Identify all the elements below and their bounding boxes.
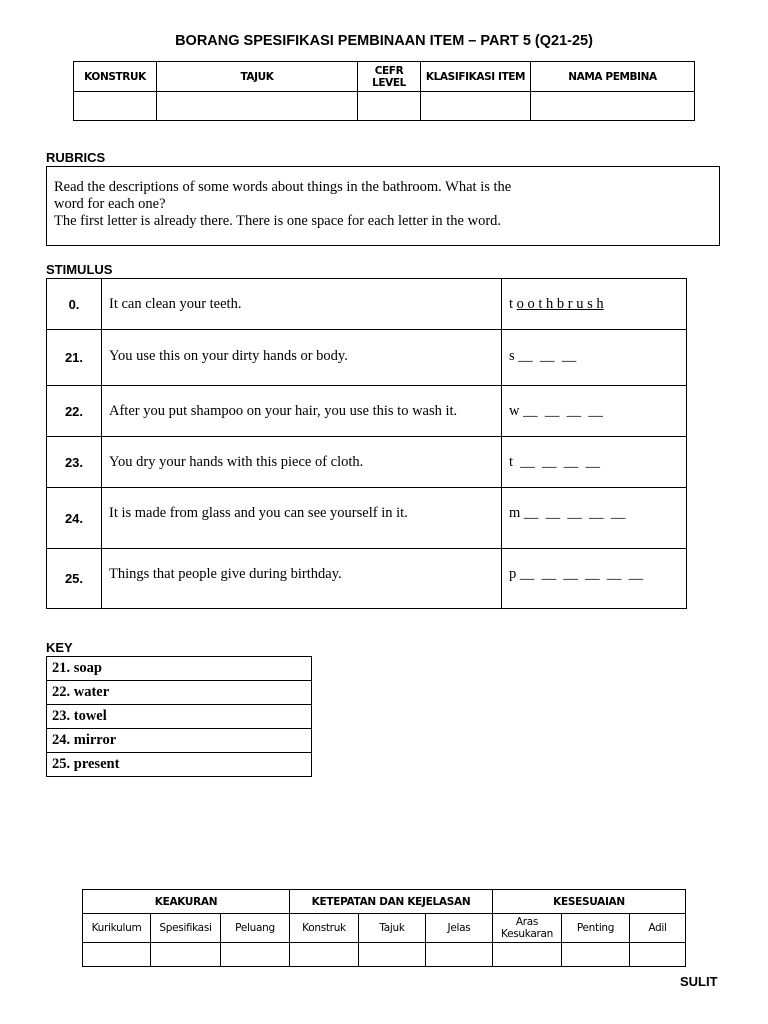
question-text: You use this on your dirty hands or body. — [102, 330, 502, 386]
col-aras-kesukaran: Aras Kesukaran — [493, 914, 562, 943]
key-item: 24. mirror — [47, 729, 312, 753]
evaluation-table — [82, 889, 686, 967]
value-tajuk — [157, 92, 358, 121]
key-label: KEY — [46, 640, 73, 655]
rubrics-line-3: The first letter is already there. There is one space for each letter in the word. — [54, 213, 502, 229]
empty-cell — [493, 943, 562, 967]
col-jelas: Jelas — [426, 914, 493, 943]
sulit-label: SULIT — [680, 974, 718, 989]
key-item: 23. towel — [47, 705, 312, 729]
empty-cell — [83, 943, 151, 967]
key-item: 21. soap — [47, 657, 312, 681]
question-number: 23. — [47, 437, 102, 488]
group-kesesuaian: KESESUAIAN — [493, 890, 686, 914]
col-spesifikasi: Spesifikasi — [151, 914, 221, 943]
answer-blanks: t __ __ __ __ — [502, 437, 687, 488]
value-klasifikasi-item — [421, 92, 531, 121]
stimulus-row-21 — [47, 330, 687, 386]
value-nama-pembina — [531, 92, 695, 121]
stimulus-row-22 — [47, 386, 687, 437]
group-keakuran: KEAKURAN — [83, 890, 290, 914]
page-title: BORANG SPESIFIKASI PEMBINAAN ITEM – PART 5 (Q21-25) — [175, 33, 593, 49]
question-text: After you put shampoo on your hair, you use this to wash it. — [102, 386, 502, 437]
question-number: 22. — [47, 386, 102, 437]
answer-example-word: o o t h b r u s h — [516, 296, 604, 312]
question-number: 24. — [47, 488, 102, 549]
header-konstruk: KONSTRUK — [74, 62, 157, 92]
empty-cell — [562, 943, 630, 967]
header-nama-pembina: NAMA PEMBINA — [531, 62, 695, 92]
question-number: 21. — [47, 330, 102, 386]
key-item: 25. present — [47, 753, 312, 777]
empty-cell — [359, 943, 426, 967]
col-kurikulum: Kurikulum — [83, 914, 151, 943]
col-konstruk: Konstruk — [290, 914, 359, 943]
empty-cell — [221, 943, 290, 967]
stimulus-row-example — [47, 279, 687, 330]
empty-cell — [290, 943, 359, 967]
rubrics-line-2: word for each one? — [54, 196, 166, 212]
rubrics-label: RUBRICS — [46, 150, 106, 165]
col-adil: Adil — [630, 914, 686, 943]
answer-blanks: w __ __ __ __ — [502, 386, 687, 437]
col-tajuk: Tajuk — [359, 914, 426, 943]
stimulus-row-24 — [47, 488, 687, 549]
header-klasifikasi-item: KLASIFIKASI ITEM — [421, 62, 531, 92]
answer-blanks: m __ __ __ __ __ — [502, 488, 687, 549]
col-penting: Penting — [562, 914, 630, 943]
answer-first-letter: t — [509, 296, 517, 312]
stimulus-table — [46, 278, 687, 609]
question-number: 25. — [47, 549, 102, 609]
item-info-table — [73, 61, 695, 121]
group-ketepatan-dan-kejelasan: KETEPATAN DAN KEJELASAN — [290, 890, 493, 914]
answer-blanks: s __ __ __ — [502, 330, 687, 386]
header-cefr-level: CEFR LEVEL — [358, 62, 421, 92]
empty-cell — [151, 943, 221, 967]
answer-blanks: p __ __ __ __ __ __ — [502, 549, 687, 609]
stimulus-label: STIMULUS — [46, 262, 113, 277]
empty-cell — [426, 943, 493, 967]
stimulus-row-25 — [47, 549, 687, 609]
empty-cell — [630, 943, 686, 967]
rubrics-box — [46, 166, 720, 246]
answer-cell — [502, 279, 687, 330]
question-text: It can clean your teeth. — [102, 279, 502, 330]
col-peluang: Peluang — [221, 914, 290, 943]
value-cefr-level — [358, 92, 421, 121]
rubrics-line-1: Read the descriptions of some words about things in the bathroom. What is the — [54, 179, 512, 195]
header-tajuk: TAJUK — [157, 62, 358, 92]
question-text: You dry your hands with this piece of cloth. — [102, 437, 502, 488]
question-text: Things that people give during birthday. — [102, 549, 502, 609]
key-table — [46, 656, 312, 777]
value-konstruk — [74, 92, 157, 121]
question-number: 0. — [47, 279, 102, 330]
question-text: It is made from glass and you can see yourself in it. — [102, 488, 502, 549]
key-item: 22. water — [47, 681, 312, 705]
stimulus-row-23 — [47, 437, 687, 488]
